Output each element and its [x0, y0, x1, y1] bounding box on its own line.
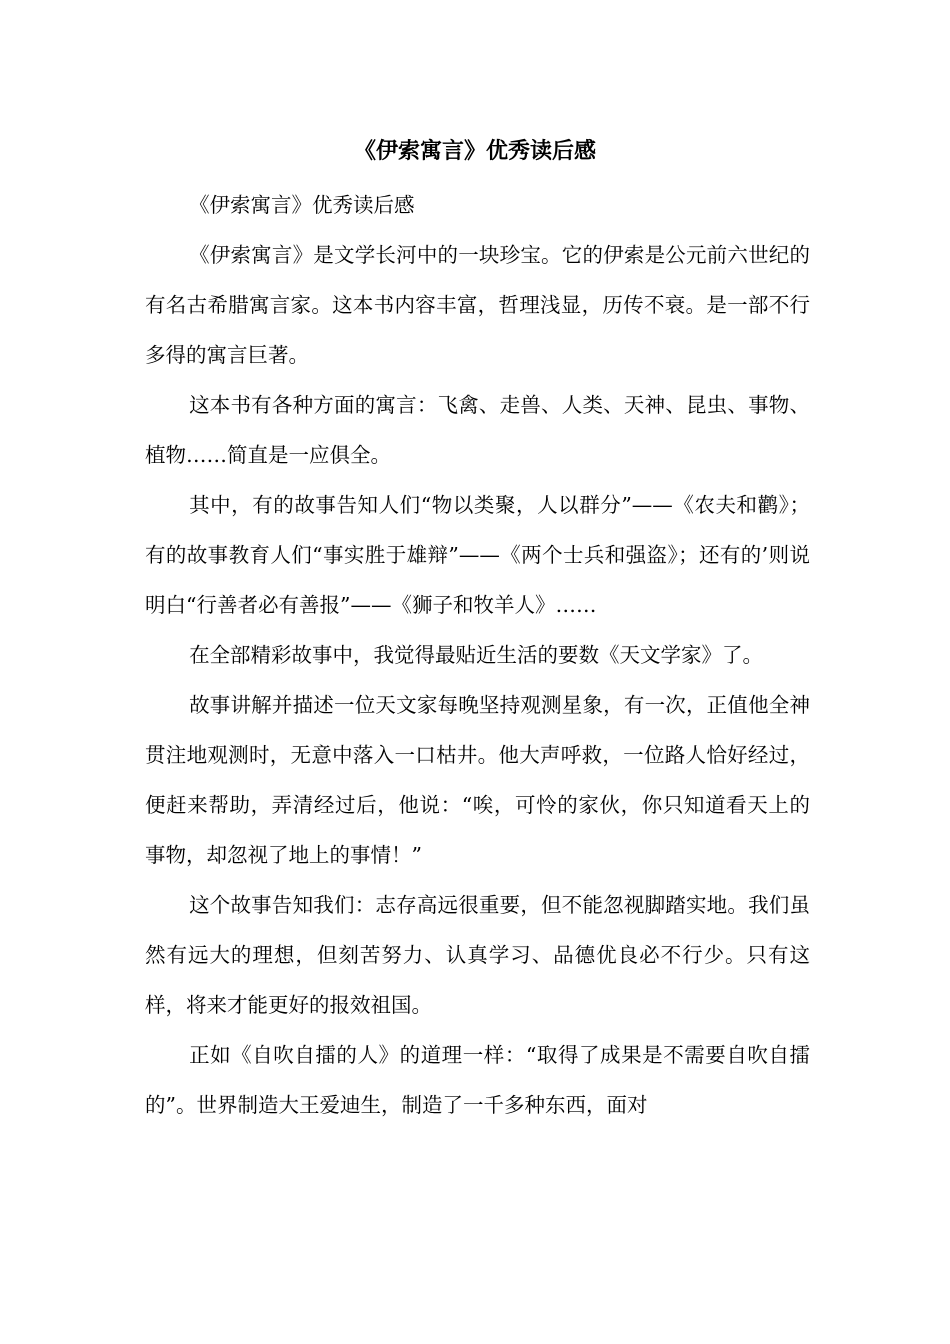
- document-title: 《伊索寓言》优秀读后感: [353, 138, 596, 164]
- paragraph-examples: 其中，有的故事告知人们“物以类聚，人以群分”——《农夫和鹳》；有的故事教育人们“事实胜于雄辩”——《两个士兵和强盗》；还有的’则说明白“行善者必有善报”——《狮子和牧羊人》……: [145, 493, 810, 617]
- paragraph-favorite: 在全部精彩故事中，我觉得最贴近生活的要数《天文学家》了。: [189, 643, 764, 667]
- paragraph-variety: 这本书有各种方面的寓言：飞禽、走兽、人类、天神、昆虫、事物、植物……简直是一应俱全。: [145, 393, 810, 467]
- paragraph-subtitle: 《伊索寓言》优秀读后感: [189, 193, 415, 217]
- paragraph-lesson: 这个故事告知我们：志存高远很重要，但不能忽视脚踏实地。我们虽然有远大的理想，但刻苦努力、认真学习、品德优良必不行少。只有这样，将来才能更好的报效祖国。: [145, 893, 810, 1017]
- document-body: [145, 180, 810, 1130]
- paragraph-edison: 正如《自吹自擂的人》的道理一样：“取得了成果是不需要自吹自擂的”。世界制造大王爱迪生，制造了一千多种东西，面对: [145, 1043, 810, 1117]
- paragraph-story: 故事讲解并描述一位天文家每晚坚持观测星象，有一次，正值他全神贯注地观测时，无意中落入一口枯井。他大声呼救，一位路人恰好经过，便赶来帮助，弄清经过后，他说：“唉，可怜的家伙，你只知道看天上的事物，却忽视了地上的事情！”: [145, 693, 810, 867]
- paragraph-intro: 《伊索寓言》是文学长河中的一块珍宝。它的伊索是公元前六世纪的有名古希腊寓言家。这本书内容丰富，哲理浅显，历传不衰。是一部不行多得的寓言巨著。: [145, 243, 810, 367]
